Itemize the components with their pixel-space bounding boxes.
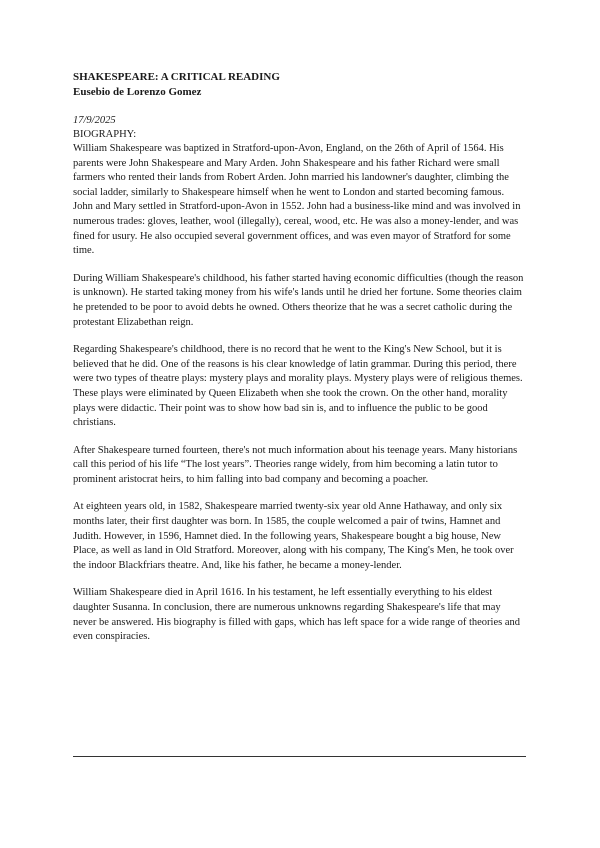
paragraph-lost-years: After Shakespeare turned fourteen, there's not much information about his teenage years. Many historians call this period of his life “The lost years”. Theories range widely, from him becoming a latin tutor to prominent aristocrat heirs, to him falling into bad company and becoming a poacher.	[73, 444, 518, 485]
document-title: SHAKESPEARE: A CRITICAL READING	[73, 71, 280, 83]
paragraph-death-and-conclusion: William Shakespeare died in April 1616. In his testament, he left essentially everything to his eldest daughter Susanna. In conclusion, there are numerous unknowns regarding Shakespeare's life that may never be answered. His biography is filled with gaps, which has left space for a wide range of theories and even conspiracies.	[73, 587, 520, 643]
document-date: 17/9/2025	[73, 115, 116, 126]
paragraph-childhood-finances: During William Shakespeare's childhood, his father started having economic difficulties (though the reason is unknown). He started taking money from his wife's lands until he dried her fortune. Some theories claim he pretended to be poor to avoid debts he owned. Others theorize that he was a secret catholic during the protestant Elizabethan reign.	[73, 272, 524, 328]
document-author: Eusebio de Lorenzo Gomez	[73, 86, 202, 98]
paragraph-marriage-and-career: At eighteen years old, in 1582, Shakespeare married twenty-six year old Anne Hathaway, and only six months later, their first daughter was born. In 1585, the couple welcomed a pair of twins, Hamnet and Judith. However, in 1596, Hamnet died. In the following years, Shakespeare bought a big house, New Place, as well as land in Old Stratford. Moreover, along with his company, The King's Men, he took over the indoor Blackfriars theatre. And, like his father, he became a money-lender.	[73, 501, 514, 571]
paragraph-baptism-and-family: William Shakespeare was baptized in Stratford-upon-Avon, England, on the 26th of April of 1564. His parents were John Shakespeare and Mary Arden. John Shakespeare and his father Richard were small farmers who rented their lands from Robert Arden. John married his landowner's daughter, climbing the social ladder, similarly to Shakespeare himself when he went to London and started becoming famous. John and Mary settled in Stratford-upon-Avon in 1552. John had a business-like mind and was involved in numerous trades: gloves, leather, wool (illegally), cereal, wood, etc. He was also a money-lender, and was fined for usury. He also occupied several government offices, and was even mayor of Stratford for some time.	[73, 143, 521, 257]
paragraph-schooling-and-theatre: Regarding Shakespeare's childhood, there is no record that he went to the King's New School, but it is believed that he did. One of the reasons is his clear knowledge of latin grammar. During this period, there were two types of theatre plays: mystery plays and morality plays. Mystery plays were of religious themes. These plays were eliminated by Queen Elizabeth when she took the crown. On the other hand, morality plays were didactic. Their point was to show how bad sin is, and to influence the public to be good christians.	[73, 344, 523, 429]
section-heading-biography: BIOGRAPHY:	[73, 129, 137, 140]
document-page	[73, 70, 526, 658]
horizontal-divider	[73, 756, 526, 757]
